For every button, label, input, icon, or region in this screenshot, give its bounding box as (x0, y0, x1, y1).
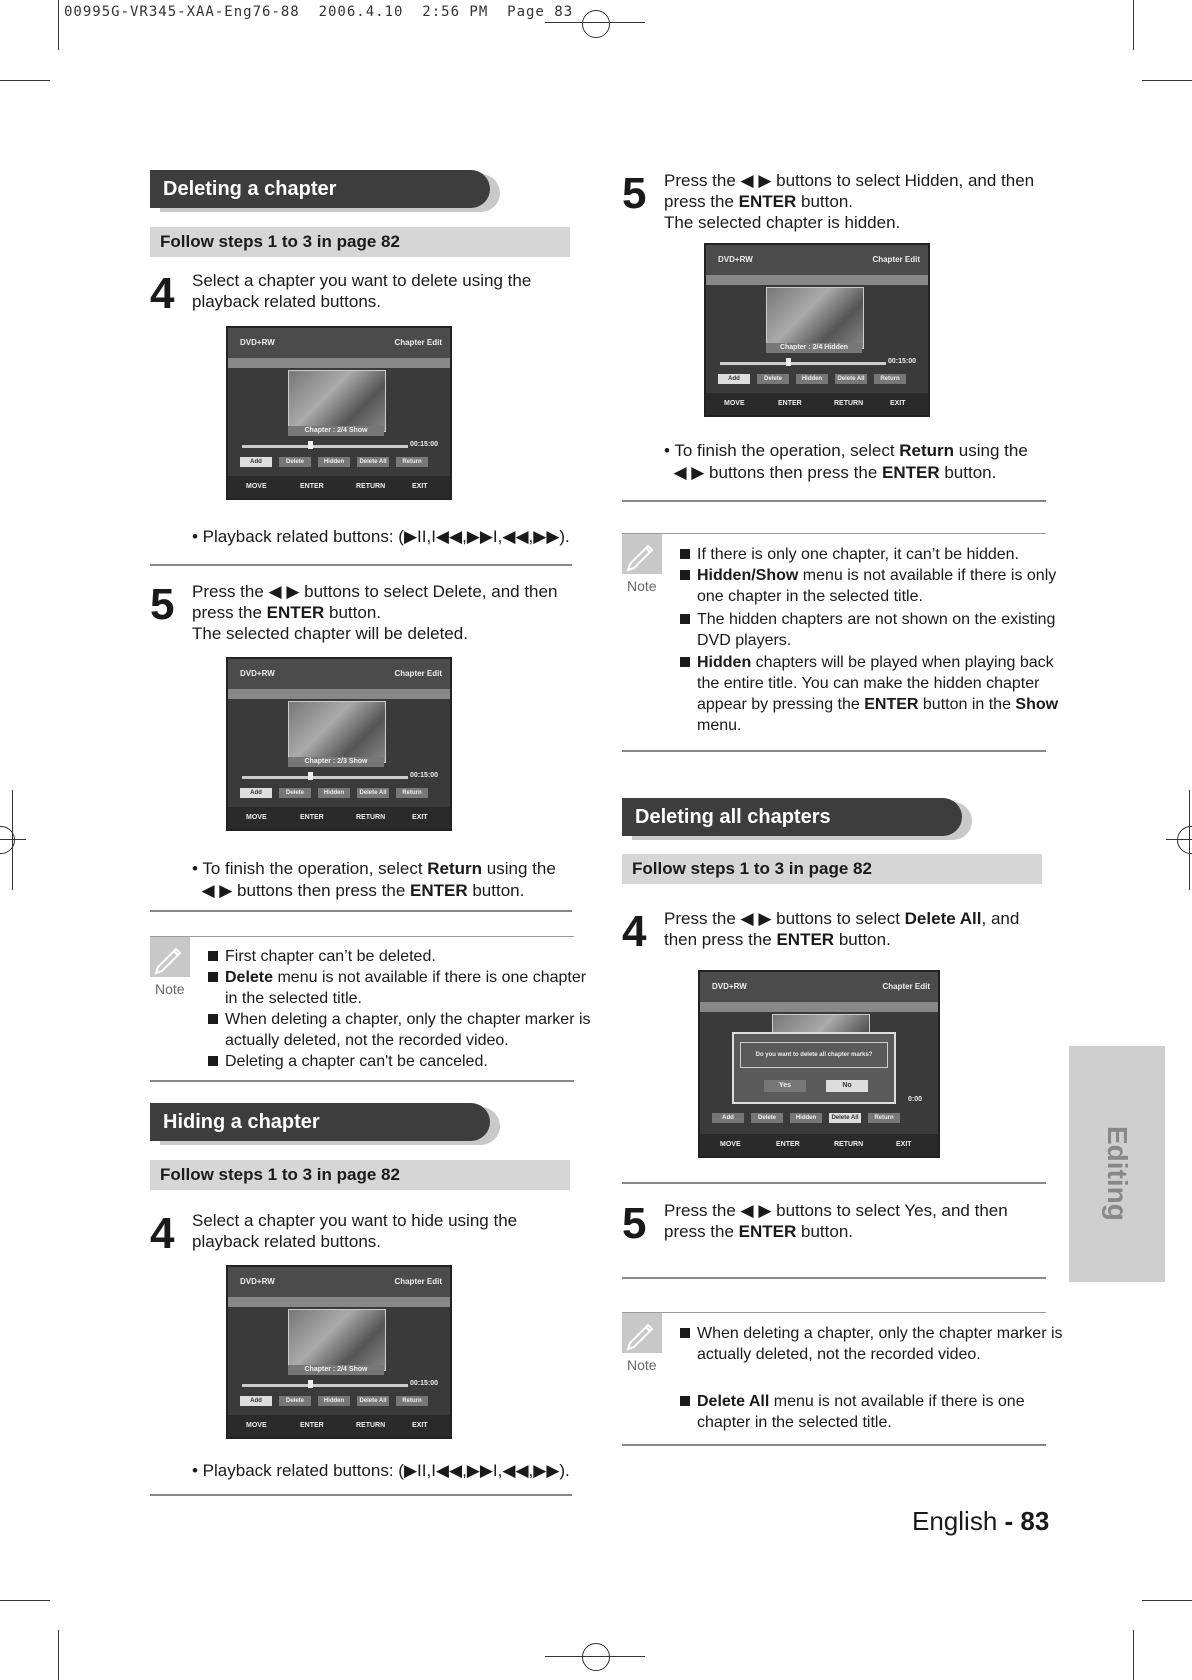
screen-footer (228, 807, 450, 829)
move-label: MOVE (246, 814, 267, 821)
disc-label: DVD+RW (240, 669, 275, 678)
text-run-bold: Delete (225, 969, 274, 986)
delete-all-button: Delete All (357, 788, 389, 798)
text-run-bold: ENTER (864, 696, 919, 713)
divider (150, 564, 572, 566)
chapter-edit-label: Chapter Edit (872, 255, 920, 264)
screen-chapter-edit (226, 657, 452, 831)
thumbnail-image (288, 1309, 386, 1371)
delete-all-button: Delete All (357, 457, 389, 467)
text-run-bold: Delete All (904, 909, 982, 928)
return-button: Return (396, 788, 428, 798)
section-title: Deleting all chapters (622, 798, 962, 836)
chapter-edit-label: Chapter Edit (882, 982, 930, 991)
note-item (680, 1391, 1063, 1433)
follow-steps: Follow steps 1 to 3 in page 82 (150, 1160, 570, 1190)
screen-chapter-edit (226, 326, 452, 500)
text-run-bold: Return (427, 859, 483, 878)
thumbnail-image (288, 701, 386, 763)
text-run: Press the ◀ ▶ buttons to select (664, 909, 905, 928)
text-run: using the (482, 859, 556, 878)
screen-band (228, 358, 450, 368)
chapter-marker (308, 1380, 313, 1388)
print-header: 00995G-VR345-XAA-Eng76-88 2006.4.10 2:56 PM Page 83 (64, 4, 574, 20)
note-item: First chapter can’t be deleted. (208, 946, 591, 967)
progress-bar (242, 1384, 408, 1387)
chapter-edit-label: Chapter Edit (394, 338, 442, 347)
progress-bar (242, 776, 408, 779)
return-button: Return (396, 1396, 428, 1406)
hidden-button: Hidden (318, 1396, 350, 1406)
step-number: 5 (150, 580, 175, 629)
menu-buttons (240, 456, 435, 467)
text-run: Press the ◀ ▶ buttons to select Hidden, and then press the (664, 171, 1035, 211)
chapter-marker (786, 358, 791, 366)
section-title: Deleting a chapter (150, 170, 490, 208)
pencil-icon (622, 1313, 662, 1353)
divider (622, 500, 1046, 502)
text-run: The selected chapter will be deleted. (192, 624, 468, 643)
crop-mark (1133, 0, 1134, 50)
note-label: Note (155, 981, 185, 997)
text-run-bold: Return (899, 441, 955, 460)
bullet-text: • Playback related buttons: (▶II,I◀◀,▶▶I,◀◀,▶▶). (192, 1461, 570, 1480)
page-footer (912, 1506, 1049, 1537)
thumbnail-image (766, 287, 864, 349)
divider (622, 750, 1046, 752)
screen-band (700, 1002, 938, 1012)
text-run: button. (939, 463, 997, 482)
pencil-icon (622, 534, 662, 574)
note-item (680, 565, 1063, 607)
add-button: Add (240, 788, 272, 798)
screen-band (228, 689, 450, 699)
note-item (680, 652, 1063, 736)
exit-label: EXIT (412, 483, 428, 490)
disc-label: DVD+RW (718, 255, 753, 264)
text-run: button. (834, 930, 891, 949)
hidden-button: Hidden (318, 457, 350, 467)
chapter-marker (308, 772, 313, 780)
chapter-caption: Chapter : 2/4 Show (288, 1365, 384, 1375)
delete-button: Delete (757, 374, 789, 384)
note-item: The hidden chapters are not shown on the existing DVD players. (680, 609, 1063, 651)
disc-label: DVD+RW (240, 1277, 275, 1286)
chapter-edit-label: Chapter Edit (394, 669, 442, 678)
text-run: chapters will be played when playing back the entire title. You can make the hidden chapter appear by pressing the (697, 654, 1054, 713)
text-run: using the (954, 441, 1028, 460)
crop-mark (1142, 80, 1192, 81)
menu-buttons (718, 373, 913, 384)
crop-mark (0, 839, 26, 840)
text-run-bold: Show (1015, 696, 1059, 713)
hidden-button: Hidden (790, 1113, 822, 1123)
chapter-marker (308, 441, 313, 449)
move-label: MOVE (724, 400, 745, 407)
move-label: MOVE (246, 1422, 267, 1429)
chapter-caption: Chapter : 2/3 Show (288, 757, 384, 767)
screen-band (706, 275, 928, 285)
step-text (664, 908, 1048, 950)
return-label: RETURN (834, 1141, 864, 1148)
section-title: Hiding a chapter (150, 1103, 490, 1141)
step-number: 5 (622, 169, 647, 218)
move-label: MOVE (720, 1141, 741, 1148)
step-text (664, 170, 1048, 233)
text-run: button in the (918, 696, 1016, 713)
chapter-caption: Chapter : 2/4 Hidden (766, 343, 862, 353)
text-run: menu. (697, 717, 742, 734)
menu-buttons (240, 1395, 435, 1406)
registration-mark (582, 10, 610, 38)
screen-footer (228, 1415, 450, 1437)
text-run: menu is not available if there is one chapter in the selected title. (697, 1393, 1025, 1431)
disc-label: DVD+RW (712, 982, 747, 991)
note-item: If there is only one chapter, it can’t be hidden. (680, 544, 1063, 565)
crop-mark (12, 790, 13, 890)
enter-label: ENTER (778, 400, 802, 407)
bullet-text (664, 440, 1048, 484)
note-top-rule (150, 936, 574, 937)
registration-mark (582, 1643, 610, 1671)
text-run: The selected chapter is hidden. (664, 213, 901, 232)
screen-footer (706, 393, 928, 415)
crop-mark (1189, 790, 1190, 890)
note-item (208, 967, 591, 1009)
divider (150, 1080, 574, 1082)
footer-separator: - (997, 1506, 1021, 1536)
text-run-bold: Delete All (697, 1393, 770, 1410)
bullet-text (192, 858, 572, 902)
crop-mark (58, 1630, 59, 1680)
exit-label: EXIT (896, 1141, 912, 1148)
enter-label: ENTER (300, 814, 324, 821)
add-button: Add (240, 1396, 272, 1406)
step-number: 5 (622, 1199, 647, 1248)
note-label: Note (627, 1357, 657, 1373)
time-label: 00:15:00 (888, 358, 917, 365)
move-label: MOVE (246, 483, 267, 490)
note-label: Note (627, 578, 657, 594)
section-tab (1069, 1046, 1165, 1282)
add-button: Add (718, 374, 750, 384)
bullet-text: • Playback related buttons: (▶II,I◀◀,▶▶I,◀◀,▶▶). (192, 527, 570, 546)
yes-button: Yes (764, 1080, 806, 1092)
text-run-bold: ENTER (410, 881, 468, 900)
enter-label: ENTER (300, 483, 324, 490)
step-text: Select a chapter you want to hide using the playback related buttons. (192, 1211, 518, 1251)
add-button: Add (240, 457, 272, 467)
follow-steps: Follow steps 1 to 3 in page 82 (150, 227, 570, 257)
text-run: menu is not available if there is only one chapter in the selected title. (697, 567, 1057, 605)
menu-buttons (240, 787, 435, 798)
screen-band (228, 1297, 450, 1307)
step-number: 4 (150, 269, 175, 318)
time-label: 00:15:00 (410, 441, 439, 448)
text-run: Press the ◀ ▶ buttons to select Yes, and then press the (664, 1201, 1008, 1241)
divider (150, 910, 572, 912)
hidden-button: Hidden (318, 788, 350, 798)
return-button: Return (396, 457, 428, 467)
screen-chapter-edit (226, 1265, 452, 1439)
crop-mark (0, 80, 50, 81)
crop-mark (1133, 1630, 1134, 1680)
text-run: • To finish the operation, select (664, 441, 900, 460)
text-run: ◀ ▶ buttons then press the (201, 881, 410, 900)
text-run: button. (467, 881, 525, 900)
crop-mark (1142, 1600, 1192, 1601)
divider (150, 1494, 572, 1496)
return-label: RETURN (834, 400, 864, 407)
screen-delete-all-dialog (698, 970, 940, 1158)
time-label: 0:00 (908, 1096, 923, 1103)
divider (622, 1444, 1046, 1446)
return-button: Return (868, 1113, 900, 1123)
dialog-question: Do you want to delete all chapter marks? (740, 1042, 888, 1068)
follow-steps: Follow steps 1 to 3 in page 82 (622, 854, 1042, 884)
exit-label: EXIT (412, 814, 428, 821)
delete-all-button: Delete All (357, 1396, 389, 1406)
return-label: RETURN (356, 814, 386, 821)
text-run: button. (324, 603, 381, 622)
text-run-bold: Hidden (697, 654, 752, 671)
return-label: RETURN (356, 1422, 386, 1429)
step-number: 4 (622, 907, 647, 956)
pencil-icon (150, 937, 190, 977)
step-text: Select a chapter you want to delete using the playback related buttons. (192, 271, 532, 311)
page-number: 83 (1020, 1506, 1050, 1536)
chapter-caption: Chapter : 2/4 Show (288, 426, 384, 436)
progress-bar (242, 445, 408, 448)
text-run: Press the ◀ ▶ buttons to select Delete, and then press the (192, 582, 558, 622)
footer-language: English (912, 1506, 998, 1536)
progress-bar (720, 362, 886, 365)
note-top-rule (622, 533, 1046, 534)
screen-footer (700, 1134, 938, 1156)
return-button: Return (874, 374, 906, 384)
no-button: No (826, 1080, 868, 1092)
screen-chapter-edit (704, 243, 930, 417)
step-text (192, 581, 572, 644)
text-run: ◀ ▶ buttons then press the (673, 463, 882, 482)
divider (622, 1277, 1046, 1279)
hidden-button: Hidden (796, 374, 828, 384)
text-run-bold: ENTER (738, 192, 797, 211)
step-number: 4 (150, 1209, 175, 1258)
menu-buttons (712, 1112, 907, 1123)
text-run-bold: ENTER (266, 603, 325, 622)
exit-label: EXIT (412, 1422, 428, 1429)
delete-button: Delete (279, 788, 311, 798)
note-item: Deleting a chapter can't be canceled. (208, 1051, 591, 1072)
screen-footer (228, 476, 450, 498)
exit-label: EXIT (890, 400, 906, 407)
delete-all-button: Delete All (829, 1113, 861, 1123)
delete-button: Delete (751, 1113, 783, 1123)
delete-all-button: Delete All (835, 374, 867, 384)
divider (622, 1182, 1046, 1184)
text-run: menu is not available if there is one chapter in the selected title. (225, 969, 587, 1007)
add-button: Add (712, 1113, 744, 1123)
step-text (664, 1200, 1048, 1242)
delete-button: Delete (279, 457, 311, 467)
note-top-rule (622, 1312, 1046, 1313)
crop-mark (58, 0, 59, 50)
delete-button: Delete (279, 1396, 311, 1406)
text-run: button. (796, 192, 853, 211)
enter-label: ENTER (776, 1141, 800, 1148)
note-item: When deleting a chapter, only the chapter marker is actually deleted, not the recorded video. (208, 1009, 591, 1051)
text-run-bold: ENTER (738, 1222, 797, 1241)
note-item: When deleting a chapter, only the chapter marker is actually deleted, not the recorded video. (680, 1323, 1063, 1365)
text-run-bold: Hidden/Show (697, 567, 799, 584)
chapter-edit-label: Chapter Edit (394, 1277, 442, 1286)
text-run: button. (796, 1222, 853, 1241)
crop-mark (0, 1600, 50, 1601)
text-run: • To finish the operation, select (192, 859, 428, 878)
enter-label: ENTER (300, 1422, 324, 1429)
thumbnail-image (288, 370, 386, 432)
section-tab-label: Editing (1102, 1126, 1133, 1221)
text-run: , and then press the (664, 909, 1020, 949)
time-label: 00:15:00 (410, 772, 439, 779)
text-run-bold: ENTER (882, 463, 940, 482)
confirm-dialog (732, 1032, 896, 1104)
return-label: RETURN (356, 483, 386, 490)
time-label: 00:15:00 (410, 1380, 439, 1387)
disc-label: DVD+RW (240, 338, 275, 347)
text-run-bold: ENTER (776, 930, 835, 949)
